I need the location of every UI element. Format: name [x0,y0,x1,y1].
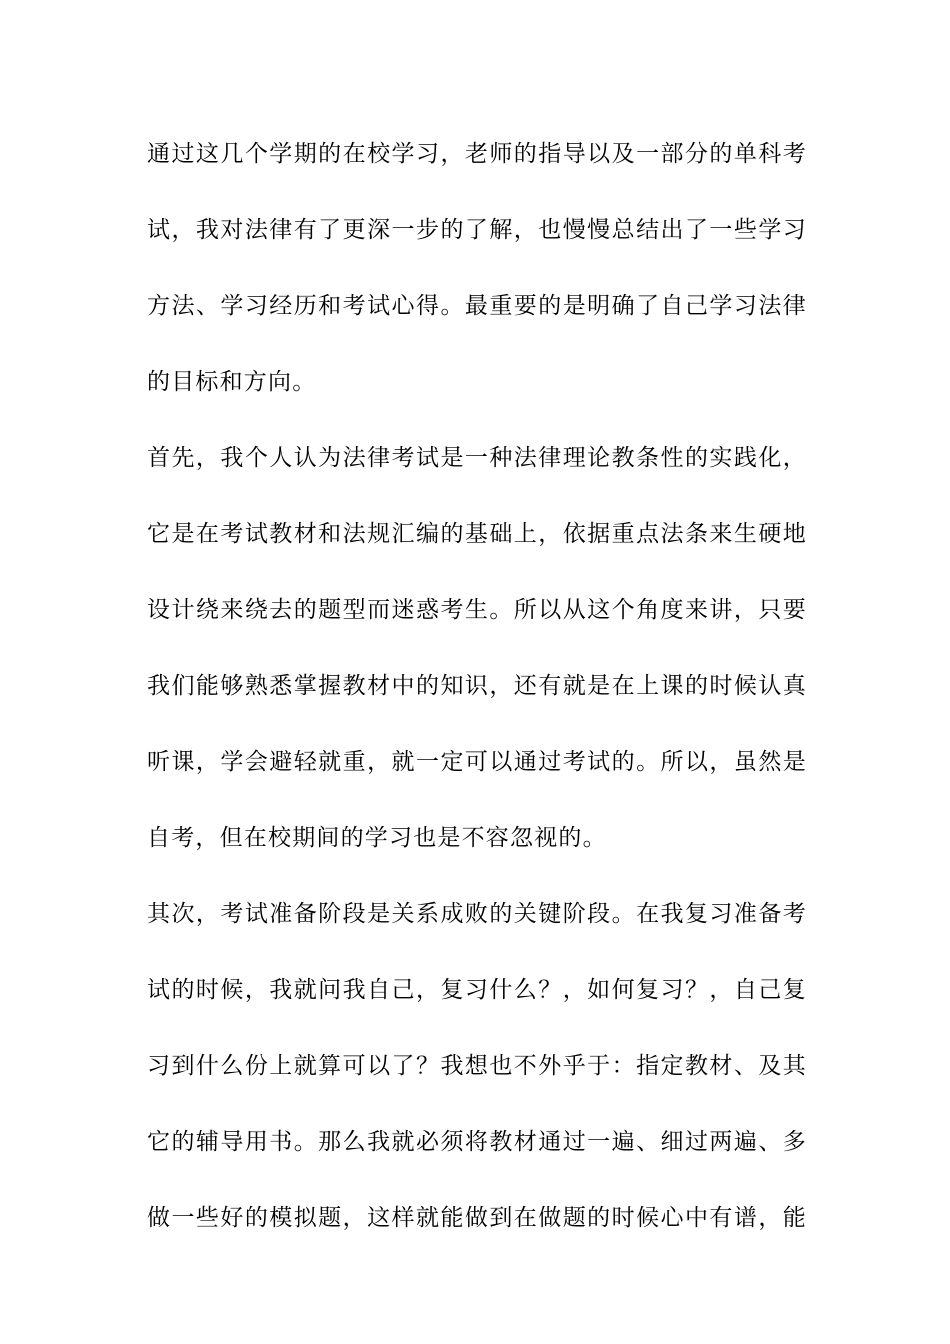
text-line: 其次，考试准备阶段是关系成败的关键阶段。在我复习准备考 [147,901,807,927]
document-body [147,132,807,1272]
text-line: 通过这几个学期的在校学习，老师的指导以及一部分的单科考 [147,141,807,167]
text-line: 它的辅导用书。那么我就必须将教材通过一遍、细过两遍、多 [147,1129,807,1155]
paragraph-3 [147,892,807,1272]
paragraph-2 [147,436,807,892]
text-line: 我们能够熟悉掌握教材中的知识，还有就是在上课的时候认真 [147,673,807,699]
text-line: 听课，学会避轻就重，就一定可以通过考试的。所以，虽然是 [147,749,807,775]
text-line: 设计绕来绕去的题型而迷惑考生。所以从这个角度来讲，只要 [147,597,807,623]
text-line: 首先，我个人认为法律考试是一种法律理论教条性的实践化， [147,445,807,471]
text-line: 试，我对法律有了更深一步的了解，也慢慢总结出了一些学习 [147,217,807,243]
text-line: 做一些好的模拟题，这样就能做到在做题的时候心中有谱，能 [147,1205,807,1231]
paragraph-1 [147,132,807,436]
text-line: 习到什么份上就算可以了？我想也不外乎于：指定教材、及其 [147,1053,807,1079]
text-line: 的目标和方向。 [147,369,317,395]
text-line: 试的时候，我就问我自己，复习什么？，如何复习？，自己复 [147,977,807,1003]
text-line: 自考，但在校期间的学习也是不容忽视的。 [147,825,607,851]
text-line: 方法、学习经历和考试心得。最重要的是明确了自己学习法律 [147,293,807,319]
text-line: 它是在考试教材和法规汇编的基础上，依据重点法条来生硬地 [147,521,807,547]
